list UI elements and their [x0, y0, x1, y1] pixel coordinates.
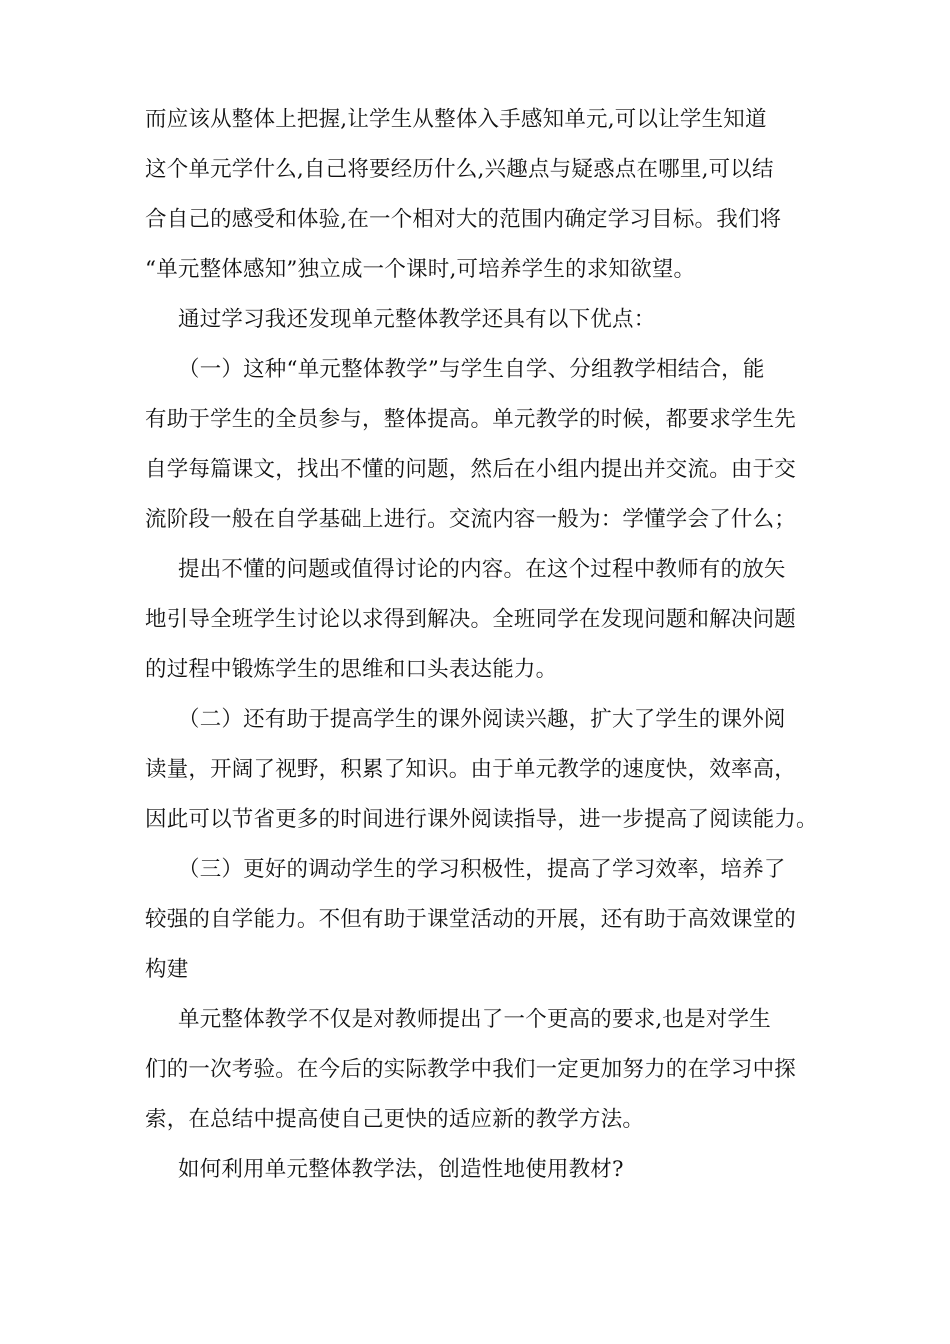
- text-line: 合自己的感受和体验,在一个相对大的范围内确定学习目标。我们将: [145, 207, 782, 232]
- text-line: 们的一次考验。在今后的实际教学中我们一定更加努力的在学习中探: [145, 1057, 797, 1082]
- text-line: 单元整体教学不仅是对教师提出了一个更高的要求,也是对学生: [178, 1007, 771, 1032]
- text-line: 有助于学生的全员参与，整体提高。单元教学的时候，都要求学生先: [145, 407, 797, 432]
- text-line: 的过程中锻炼学生的思维和口头表达能力。: [145, 657, 558, 682]
- text-line: （三）更好的调动学生的学习积极性，提高了学习效率，培养了: [178, 857, 786, 882]
- text-line: 而应该从整体上把握,让学生从整体入手感知单元,可以让学生知道: [145, 107, 767, 132]
- text-line: “单元整体感知”独立成一个课时,可培养学生的求知欲望。: [145, 257, 696, 282]
- text-line: 流阶段一般在自学基础上进行。交流内容一般为：学懂学会了什么；: [145, 507, 797, 532]
- text-line: 索，在总结中提高使自己更快的适应新的教学方法。: [145, 1107, 645, 1132]
- text-line: 如何利用单元整体教学法，创造性地使用教材?: [178, 1157, 624, 1182]
- text-line: 较强的自学能力。不但有助于课堂活动的开展，还有助于高效课堂的: [145, 907, 797, 932]
- text-line: （二）还有助于提高学生的课外阅读兴趣，扩大了学生的课外阅: [178, 707, 786, 732]
- text-line: 提出不懂的问题或值得讨论的内容。在这个过程中教师有的放矢: [178, 557, 786, 582]
- text-line: 构建: [145, 957, 189, 982]
- text-line: 这个单元学什么,自己将要经历什么,兴趣点与疑惑点在哪里,可以结: [145, 157, 774, 182]
- text-line: 通过学习我还发现单元整体教学还具有以下优点：: [178, 307, 656, 332]
- text-line: 地引导全班学生讨论以求得到解决。全班同学在发现问题和解决问题: [145, 607, 797, 632]
- text-line: 因此可以节省更多的时间进行课外阅读指导，进一步提高了阅读能力。: [145, 807, 818, 832]
- text-line: （一）这种“单元整体教学”与学生自学、分组教学相结合，能: [178, 357, 765, 382]
- text-line: 自学每篇课文，找出不懂的问题，然后在小组内提出并交流。由于交: [145, 457, 797, 482]
- text-line: 读量，开阔了视野，积累了知识。由于单元教学的速度快，效率高，: [145, 757, 797, 782]
